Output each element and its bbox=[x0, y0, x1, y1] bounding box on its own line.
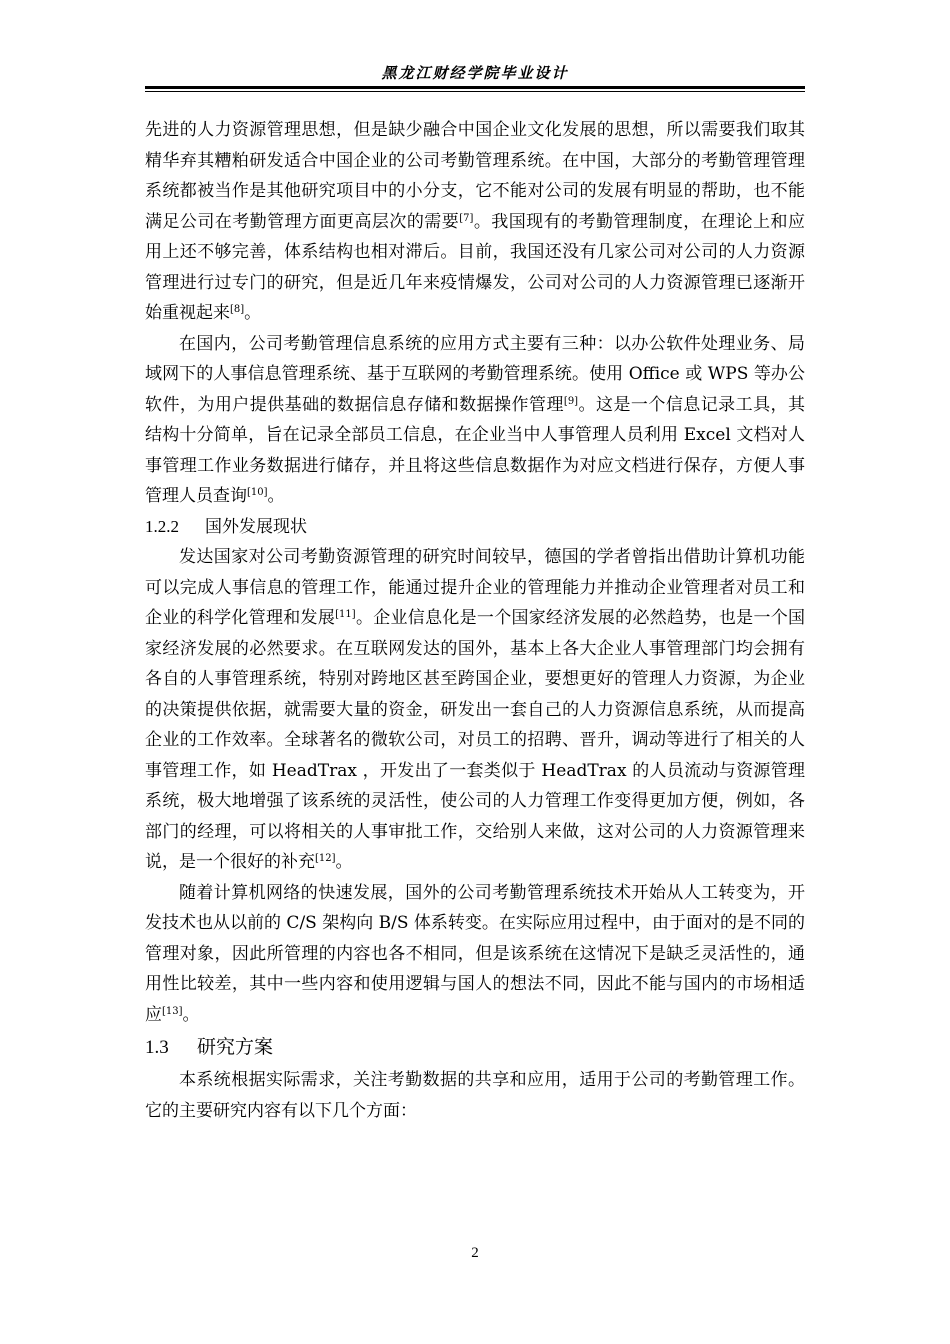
citation: [10] bbox=[247, 487, 268, 498]
document-body bbox=[145, 115, 805, 1126]
header-rule-thick bbox=[145, 86, 805, 89]
header-rule-thin bbox=[145, 91, 805, 92]
section-title: 国外发展现状 bbox=[205, 516, 307, 537]
page-number: 2 bbox=[471, 1245, 479, 1261]
citation: [7] bbox=[459, 212, 474, 224]
running-header: 黑龙江财经学院毕业设计 bbox=[381, 64, 569, 82]
paragraph: 先进的人力资源管理思想，但是缺少融合中国企业文化发展的思想，所以需要我们取其精华弃其糟粕研发适合中国企业的公司考勤管理系统。在中国，大部分的考勤管理管理系统都被当作是其他研究项目中的小分支，它不能对公司的发展有明显的帮助，也不能满足公司在考勤管理方面更高层次的需要[7]。我国现有的考勤管理制度，在理论上和应用上还不够完善，体系结构也相对滞后。目前，我国还没有几家公司对公司的人力资源管理进行过专门的研究，但是近几年来疫情爆发，公司对公司的人力资源管理已逐渐开始重视起来[8]。 bbox=[145, 120, 806, 323]
paragraph: 随着计算机网络的快速发展，国外的公司考勤管理系统技术开始从人工转变为，开发技术也从以前的 C/S 架构向 B/S 体系转变。在实际应用过程中，由于面对的是不同的管理对象，因此所管理的内容也各不相同，但是该系统在这情况下是缺乏灵活性的，通用性比较差，其中一些内容和使用逻辑与国人的想法不同，因此不能与国内的市场相适应[13]。 bbox=[145, 882, 805, 1025]
paragraph: 本系统根据实际需求，关注考勤数据的共享和应用，适用于公司的考勤管理工作。它的主要研究内容有以下几个方面： bbox=[145, 1070, 805, 1121]
section-heading-1-3 bbox=[145, 1030, 805, 1065]
paragraph: 发达国家对公司考勤资源管理的研究时间较早，德国的学者曾指出借助计算机功能可以完成人事信息的管理工作，能通过提升企业的管理能力并推动企业管理者对员工和企业的科学化管理和发展[11]。企业信息化是一个国家经济发展的必然趋势，也是一个国家经济发展的必然要求。在互联网发达的国外，基本上各大企业人事管理部门均会拥有各自的人事管理系统，特别对跨地区甚至跨国企业，要想更好的管理人力资源，为企业的决策提供依据，就需要大量的资金，研发出一套自己的人力资源信息系统，从而提高企业的工作效率。全球著名的微软公司，对员工的招聘、晋升，调动等进行了相关的人事管理工作，如 HeadTrax ，开发出了一套类似于 HeadTrax 的人员流动与资源管理系统，极大地增强了该系统的灵活性，使公司的人力管理工作变得更加方便，例如，各部门的经理，可以将相关的人事审批工作，交给别人来做，这对公司的人力资源管理来说，是一个很好的补充[12]。 bbox=[145, 547, 806, 872]
citation: [11] bbox=[335, 609, 356, 620]
section-heading-1-2-2 bbox=[145, 512, 805, 543]
citation: [12] bbox=[315, 853, 336, 864]
paragraph: 在国内，公司考勤管理信息系统的应用方式主要有三种：以办公软件处理业务、局域网下的人事信息管理系统、基于互联网的考勤管理系统。使用 Office 或 WPS 等办公软件，为用户提供基础的数据信息存储和数据操作管理[9]。这是一个信息记录工具，其结构十分简单，旨在记录全部员工信息，在企业当中人事管理人员利用 Excel 文档对人事管理工作业务数据进行储存，并且将这些信息数据作为对应文档进行保存，方便人事管理人员查询[10]。 bbox=[145, 333, 806, 506]
section-title: 研究方案 bbox=[197, 1036, 274, 1058]
citation: [13] bbox=[162, 1005, 183, 1017]
citation: [8] bbox=[230, 304, 245, 315]
citation: [9] bbox=[563, 395, 579, 407]
section-number: 1.2.2 bbox=[145, 516, 179, 536]
section-number: 1.3 bbox=[145, 1037, 169, 1058]
